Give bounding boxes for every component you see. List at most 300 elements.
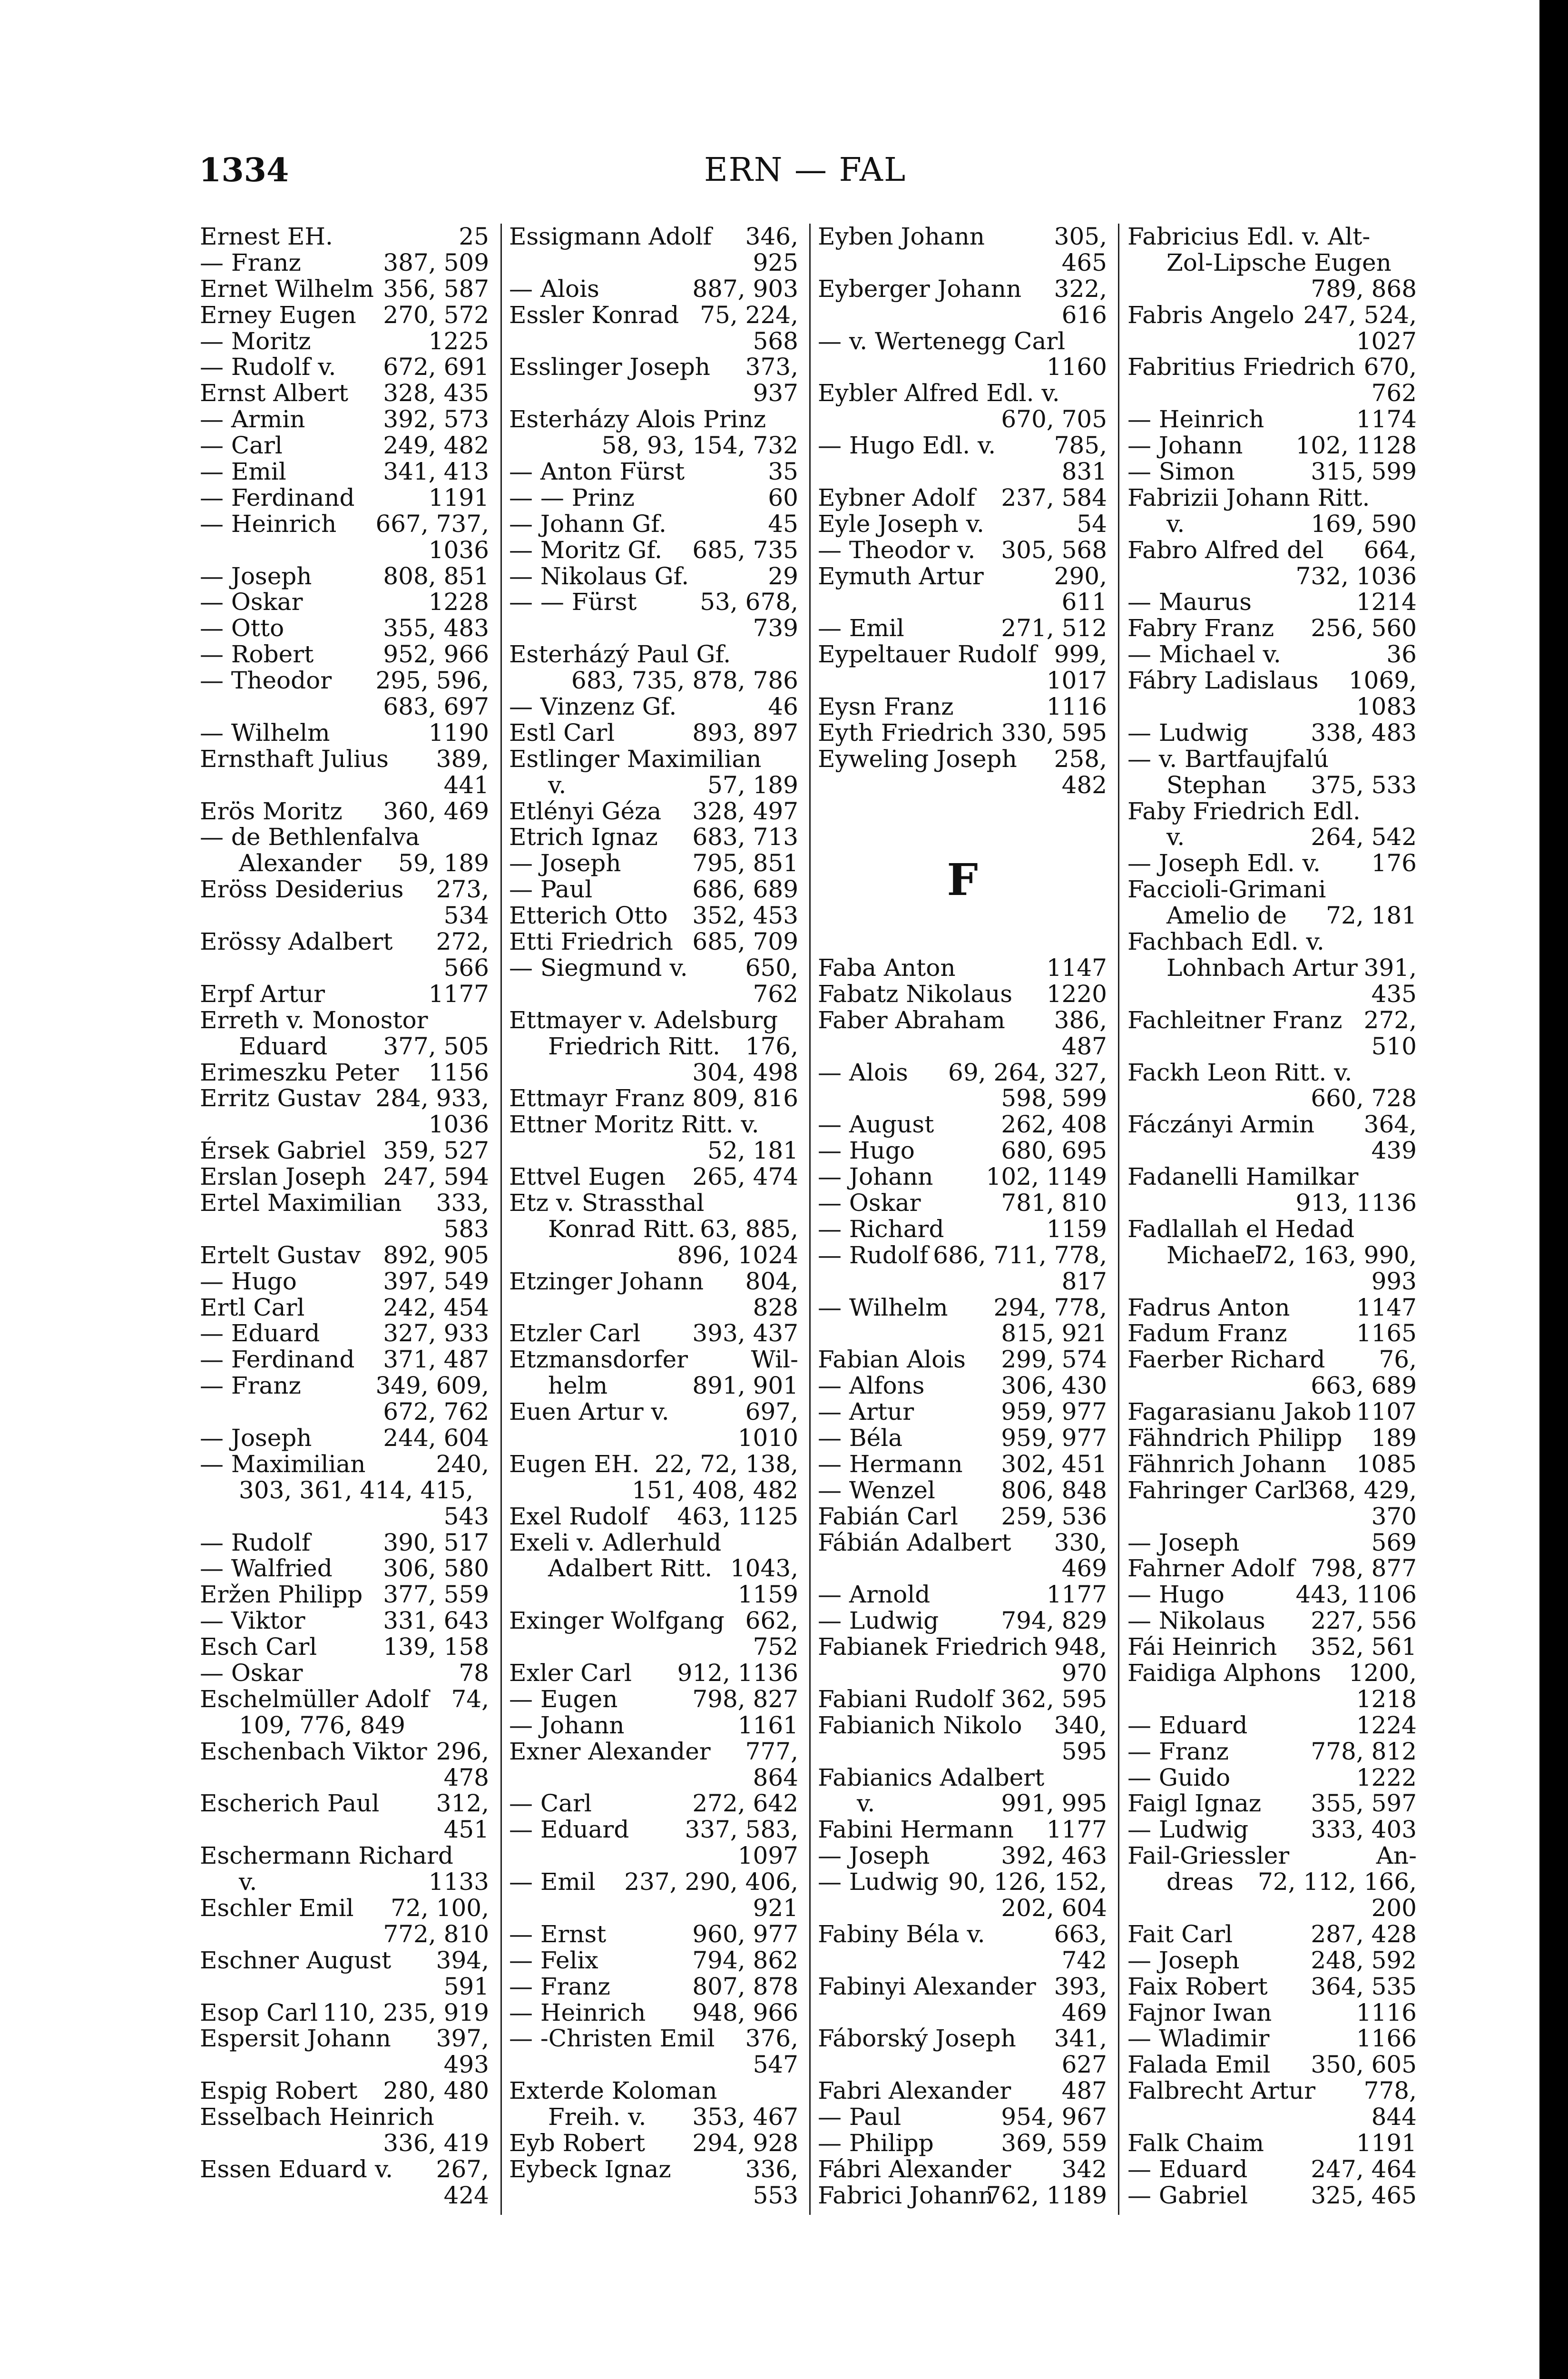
entry-pages: 1225 [428,327,489,355]
entry-pages: 294, 928 [692,2129,798,2157]
entry-name: — Franz [200,1372,301,1400]
index-entry-continuation [509,2182,798,2209]
entry-name: Fachleitner Franz [1127,1006,1343,1034]
entry-name: — Siegmund v. [509,954,688,982]
entry-name: Fábry Ladislaus [1127,667,1319,695]
entry-name: — Joseph [1127,1528,1240,1556]
index-entry-continuation [818,1085,1107,1111]
entry-pages: 355, 483 [383,614,489,642]
entry-pages: 322, [1054,275,1107,303]
entry-name: Fähndrich Philipp [1127,1424,1343,1452]
entry-pages: 1156 [428,1058,489,1086]
entry-pages: 57, 189 [707,771,798,799]
index-entry [818,1216,1107,1242]
entry-name: Eysn Franz [818,693,954,721]
index-entry-continuation [200,1817,489,1843]
entry-pages: 271, 512 [1001,614,1107,642]
index-entry [818,1712,1107,1739]
entry-pages: 785, [1054,432,1107,460]
entry-pages: 60 [768,483,798,511]
entry-pages: 237, 290, 406, [624,1868,798,1896]
entry-pages: 29 [768,562,798,590]
index-entry [1127,615,1417,641]
entry-pages: 948, 966 [692,1998,798,2026]
index-entry [200,1347,489,1373]
index-entry [818,1634,1107,1660]
index-entry [1127,537,1417,563]
index-entry-continuation [1127,1373,1417,1399]
entry-pages: 595 [1061,1737,1107,1765]
entry-pages: 1191 [428,483,489,511]
entry-pages: 356, 587 [383,275,489,303]
entry-name: — Heinrich [200,510,337,538]
entry-name: — Ernst [509,1920,607,1948]
index-entry [1127,720,1417,746]
entry-name: Etti Friedrich [509,928,673,956]
index-entry-continuation [200,537,489,563]
entry-pages: 487 [1061,1032,1107,1060]
entry-name: — Alois [818,1058,908,1086]
entry-name: — Franz [1127,1737,1229,1765]
entry-pages: 76, [1379,1346,1417,1374]
index-entry [200,1060,489,1086]
entry-name: Esop Carl [200,1998,318,2026]
entry-name: — Carl [200,432,283,460]
entry-pages: 393, 437 [692,1319,798,1347]
index-entry [200,563,489,590]
index-entry [818,1582,1107,1608]
index-entry [1127,2000,1417,2026]
index-entry [818,694,1107,720]
running-head: ERN — FAL [704,151,907,189]
index-entry [200,1739,489,1765]
index-entry [200,1634,489,1660]
entry-name: Fabianics Adalbert [818,1763,1045,1791]
index-entry [509,1085,798,1111]
entry-pages: 305, 568 [1001,536,1107,564]
entry-pages: 387, 509 [383,248,489,276]
index-entry [509,1111,798,1138]
index-entry [509,1164,798,1190]
entry-pages: 139, 158 [383,1633,489,1661]
index-entry [818,2182,1107,2209]
index-entry-continuation [509,615,798,641]
index-entry [509,354,798,380]
index-entry [509,511,798,537]
index-entry-continuation [1127,1033,1417,1060]
entry-name: — Michael v. [1127,640,1281,668]
index-entry [200,2078,489,2104]
entry-pages: 306, 430 [1001,1372,1107,1400]
entry-name: Eschermann Richard [200,1842,453,1870]
entry-pages: 349, 609, [375,1372,489,1400]
entry-pages: 353, 467 [692,2103,798,2131]
index-column-3 [818,224,1107,2209]
entry-name: — Nikolaus Gf. [509,562,689,590]
entry-pages: 270, 572 [383,301,489,329]
index-entry [1127,1608,1417,1634]
index-entry [509,1869,798,1895]
entry-name: Espersit Johann [200,2025,391,2053]
entry-pages: 296, [436,1737,489,1765]
index-entry-continuation [1127,1190,1417,1216]
entry-name: — Rudolf [818,1241,929,1269]
entry-pages: 342 [1061,2155,1107,2183]
entry-pages: 672, 691 [383,353,489,381]
index-entry-continuation [200,1974,489,2000]
entry-pages: 1159 [1046,1215,1107,1243]
entry-pages: 439 [1371,1137,1417,1165]
entry-pages: 896, 1024 [677,1241,798,1269]
entry-pages: 1228 [428,588,489,616]
entry-pages: 110, 235, 919 [323,1998,489,2026]
entry-pages: 368, 429, [1303,1476,1417,1504]
index-entry-continuation [509,1425,798,1451]
index-entry [1127,641,1417,668]
index-entry [509,1921,798,1947]
entry-name: Fabri Alexander [818,2077,1011,2105]
entry-pages: 328, 435 [383,379,489,407]
index-entry [200,668,489,694]
entry-name: Fabatz Nikolaus [818,980,1013,1008]
entry-pages: 331, 643 [383,1607,489,1635]
index-entry [1127,2156,1417,2182]
entry-name: — Maurus [1127,588,1252,616]
index-entry [509,1451,798,1477]
entry-pages: 864 [753,1763,798,1791]
entry-name: — Philipp [818,2129,934,2157]
entry-pages: 359, 527 [383,1137,489,1165]
entry-name: Fähnrich Johann [1127,1450,1327,1478]
index-entry [1127,485,1417,511]
entry-name: — Paul [818,2103,902,2131]
index-entry [818,1869,1107,1895]
index-entry [509,276,798,302]
entry-pages: 393, [1054,1972,1107,2000]
index-entry [1127,2182,1417,2209]
entry-name: v. [1166,823,1185,851]
index-entry [1127,2130,1417,2156]
index-entry [200,1843,489,1869]
entry-name: — Emil [509,1868,596,1896]
index-entry [509,2025,798,2052]
entry-pages: 256, 560 [1311,614,1417,642]
index-entry [1127,406,1417,433]
entry-name: Eymuth Artur [818,562,984,590]
entry-name: Faerber Richard [1127,1346,1325,1374]
entry-pages: 660, 728 [1311,1084,1417,1112]
entry-name: — Johann Gf. [509,510,666,538]
entry-pages: 993 [1371,1267,1417,1295]
entry-name: Etrich Ignaz [509,823,658,851]
index-entry-continuation [818,406,1107,433]
entry-pages: 1116 [1356,1998,1417,2026]
entry-pages: 1174 [1356,405,1417,433]
index-entry-continuation [818,2000,1107,2026]
entry-pages: 583 [443,1215,489,1243]
index-entry [200,824,489,850]
entry-pages: 102, 1128 [1295,432,1417,460]
entry-pages: 1083 [1356,693,1417,721]
entry-pages: 817 [1061,1267,1107,1295]
entry-name: Fabritius Friedrich [1127,353,1356,381]
entry-pages: 815, 921 [1001,1319,1107,1347]
index-entry [1127,1634,1417,1660]
entry-pages: 151, 408, 482 [632,1476,798,1504]
entry-pages: 352, 453 [692,902,798,930]
entry-pages: 259, 536 [1001,1502,1107,1530]
index-entry-continuation [509,1895,798,1921]
index-entry [509,302,798,328]
index-entry [1127,354,1417,380]
entry-name: Faber Abraham [818,1006,1005,1034]
index-entry [818,955,1107,981]
index-entry [509,1399,798,1425]
entry-pages: 227, 556 [1311,1607,1417,1635]
index-entry [200,1295,489,1321]
entry-name: Eduard [239,1032,328,1060]
index-entry-continuation [818,1739,1107,1765]
entry-name: Adalbert Ritt. [548,1554,713,1583]
entry-name: Espig Robert [200,2077,358,2105]
index-entry [200,433,489,459]
entry-name: Eyberger Johann [818,275,1022,303]
entry-pages: 664, [1363,536,1417,564]
index-entry [200,459,489,485]
entry-name: Fái Heinrich [1127,1633,1277,1661]
index-entry [1127,772,1417,798]
entry-name: — Johann [509,1711,625,1739]
entry-name: — Alfons [818,1372,925,1400]
index-entry [200,1320,489,1347]
entry-name: — Ludwig [1127,1816,1249,1844]
index-entry-continuation [818,2052,1107,2078]
entry-pages: 789, 868 [1311,275,1417,303]
entry-pages: 176 [1371,849,1417,877]
entry-name: Falk Chaim [1127,2129,1264,2157]
index-entry-continuation [509,981,798,1007]
entry-pages: 778, 812 [1311,1737,1417,1765]
entry-pages: 553 [753,2181,798,2209]
index-entry [509,824,798,850]
entry-name: — Heinrich [509,1998,646,2026]
entry-pages: 264, 542 [1311,823,1417,851]
entry-pages: 397, [436,2025,489,2053]
entry-pages: 237, 584 [1001,483,1107,511]
entry-pages: Wil- [751,1346,798,1374]
index-entry [1127,2025,1417,2052]
entry-name: — Joseph [200,1424,312,1452]
index-entry [200,485,489,511]
entry-name: Konrad Ritt. [548,1215,696,1243]
index-entry [1127,1451,1417,1477]
index-entry [509,1347,798,1373]
index-entry-continuation [818,903,1107,929]
entry-pages: 370 [1371,1502,1417,1530]
entry-pages: 369, 559 [1001,2129,1107,2157]
scan-edge [1539,0,1568,2379]
entry-name: Fahrner Adolf [1127,1554,1295,1583]
index-entry [509,2078,798,2104]
index-entry [200,1085,489,1111]
index-entry-continuation [818,929,1107,955]
entry-pages: 569 [1371,1528,1417,1556]
index-entry [818,1373,1107,1399]
entry-pages: 921 [753,1894,798,1922]
index-entry-continuation [509,1477,798,1504]
entry-name: Fajnor Iwan [1127,1998,1272,2026]
entry-name: Erös Moritz [200,797,343,825]
index-entry-continuation [200,1765,489,1791]
entry-pages: 169, 590 [1311,510,1417,538]
entry-pages: 1222 [1356,1763,1417,1791]
index-entry-continuation [818,798,1107,825]
entry-name: — Wladimir [1127,2025,1270,2053]
entry-name: Escherich Paul [200,1789,380,1818]
entry-pages: 798, 827 [692,1685,798,1713]
entry-name: Falada Emil [1127,2051,1271,2079]
entry-pages: 954, 967 [1001,2103,1107,2131]
entry-pages: 392, 463 [1001,1842,1107,1870]
entry-pages: 627 [1061,2051,1107,2079]
entry-name: Eyben Johann [818,223,985,250]
index-entry [1127,1582,1417,1608]
entry-pages: 280, 480 [383,2077,489,2105]
entry-name: Ertelt Gustav [200,1241,361,1269]
index-entry [509,2104,798,2130]
entry-pages: 893, 897 [692,718,798,747]
entry-pages: 566 [443,954,489,982]
entry-name: — Joseph [509,849,621,877]
index-entry [200,1608,489,1634]
entry-name: Fabinyi Alexander [818,1972,1036,2000]
index-entry [200,1530,489,1556]
entry-pages: 265, 474 [692,1163,798,1191]
entry-name: Faigl Ignaz [1127,1789,1262,1818]
entry-pages: 1177 [1046,1581,1107,1609]
index-entry-continuation [509,1242,798,1268]
entry-name: Fabiny Béla v. [818,1920,985,1948]
entry-name: Stephan [1166,771,1267,799]
entry-name: Eschner August [200,1946,392,1974]
entry-pages: 362, 595 [1001,1685,1107,1713]
entry-pages: 697, [745,1398,798,1426]
index-entry [1127,1843,1417,1869]
index-entry [818,1451,1107,1477]
index-entry [1127,1790,1417,1817]
index-entry [818,641,1107,668]
index-entry [509,1268,798,1295]
index-entry-continuation [509,1765,798,1791]
entry-pages: 35 [768,458,798,486]
index-entry-continuation [1127,1085,1417,1111]
index-entry [1127,1739,1417,1765]
entry-pages: 304, 498 [692,1058,798,1086]
index-entry [509,1190,798,1216]
entry-name: — Ludwig [818,1868,939,1896]
entry-pages: 1218 [1356,1685,1417,1713]
entry-pages: 999, [1054,640,1107,668]
index-entry [1127,1947,1417,1974]
index-entry-continuation [200,1216,489,1242]
entry-name: Fabris Angelo [1127,301,1294,329]
index-entry [509,537,798,563]
index-entry-continuation [200,1921,489,1947]
index-entry [818,981,1107,1007]
index-entry-continuation [1127,276,1417,302]
index-entry-continuation [818,668,1107,694]
entry-name: Esterházy Alois Prinz [509,405,766,433]
entry-pages: 377, 559 [383,1581,489,1609]
index-entry [200,1660,489,1686]
index-entry [1127,1399,1417,1425]
index-entry-continuation [200,1111,489,1138]
entry-name: — — Prinz [509,483,635,511]
entry-pages: 392, 573 [383,405,489,433]
index-entry [200,1007,489,1033]
index-entry [1127,824,1417,850]
entry-pages: 970 [1061,1659,1107,1687]
index-entry-continuation [509,1582,798,1608]
entry-name: Ernst Albert [200,379,348,407]
entry-name: — Moritz [200,327,311,355]
index-entry [200,615,489,641]
entry-pages: 1166 [1356,2025,1417,2053]
entry-pages: 338, 483 [1311,718,1417,747]
index-entry [818,1164,1107,1190]
index-entry [818,537,1107,563]
entry-pages: 247, 594 [383,1163,489,1191]
entry-pages: 772, 810 [383,1920,489,1948]
index-entry [509,2156,798,2182]
entry-pages: 960, 977 [692,1920,798,1948]
entry-pages: 662, [745,1607,798,1635]
index-entry [200,746,489,772]
entry-name: — Joseph [818,1842,930,1870]
index-entry [1127,1242,1417,1268]
entry-pages: 1224 [1356,1711,1417,1739]
entry-pages: 272, [1363,1006,1417,1034]
entry-name: — Guido [1127,1763,1231,1791]
index-entry-continuation [818,876,1107,903]
index-entry [509,746,798,772]
entry-name: Fadrus Anton [1127,1293,1290,1321]
entry-name: — Johann [1127,432,1243,460]
index-entry [818,276,1107,302]
index-entry [200,1790,489,1817]
entry-pages: 373, [745,353,798,381]
page-number: 1334 [199,151,289,189]
entry-pages: 1159 [737,1581,798,1609]
entry-name: Eyle Joseph v. [818,510,984,538]
index-entry [1127,1425,1417,1451]
entry-name: Etzler Carl [509,1319,641,1347]
entry-name: — Maximilian [200,1450,366,1478]
entry-pages: 959, 977 [1001,1398,1107,1426]
index-entry [200,1425,489,1451]
column-rule [1118,224,1119,2215]
entry-name: — v. Bartfaujfalú [1127,745,1329,773]
entry-pages: 337, 583, [685,1816,798,1844]
index-entry [1127,511,1417,537]
entry-name: — Arnold [818,1581,931,1609]
entry-name: — Carl [509,1789,592,1818]
entry-name: — Béla [818,1424,903,1452]
index-entry [509,772,798,798]
entry-name: Fabianich Nikolo [818,1711,1022,1739]
entry-pages: 616 [1061,301,1107,329]
entry-name: — August [818,1111,934,1139]
